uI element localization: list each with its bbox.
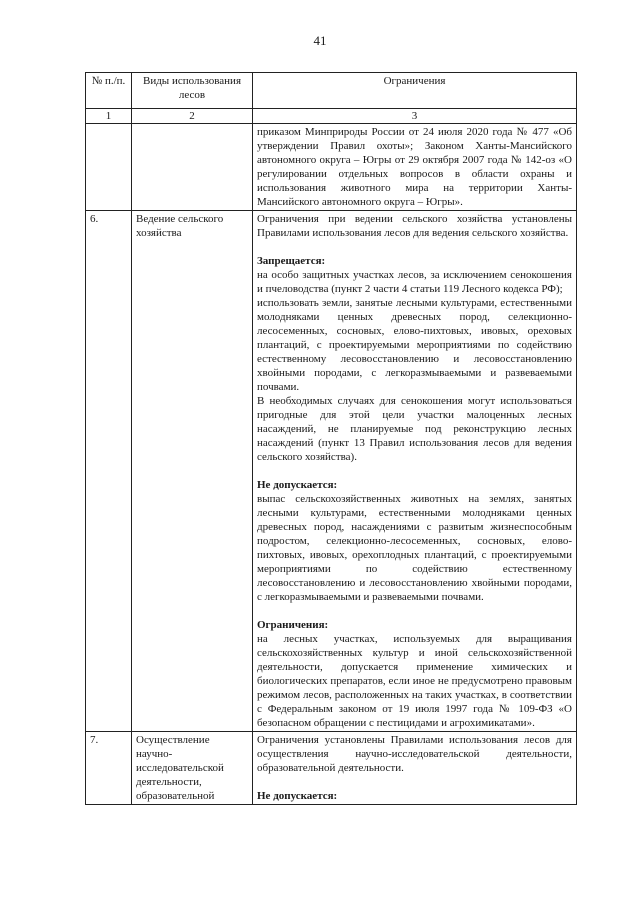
table-row: [86, 211, 577, 732]
restriction-paragraph: использовать земли, занятые лесными культурами, естественными молодняками ценных древесных пород, селекционно-лесосеменных, сосновых, елово-пихтовых, ивовых, ореховых плантаций, с проектируемыми мероприятиями по содействию естественному лесовосстановлению и лесовосстановлению хвойными породами, с легкоразмываемыми и развеваемыми почвами.: [257, 297, 572, 393]
page-number: 41: [313, 33, 327, 48]
column-number: 3: [253, 109, 577, 124]
header-forest-use: Виды использования лесов: [132, 73, 253, 109]
table-header-row: [86, 73, 577, 109]
section-heading: Ограничения:: [257, 619, 329, 631]
restriction-paragraph: на лесных участках, используемых для выращивания сельскохозяйственных культур и иной сельскохозяйственной деятельности, допускается применение химических и биологических препаратов, если иное не предусмотрено правовым режимом лесов, расположенных на таких участках, в соответствии с Федеральным законом от 19 июля 1997 года № 109-ФЗ «О безопасном обращении с пестицидами и агрохимикатами».: [257, 633, 572, 729]
header-restrictions: Ограничения: [253, 73, 577, 109]
header-number: № п./п.: [86, 73, 132, 109]
section-heading: Запрещается:: [257, 255, 326, 267]
continuation-text: приказом Минприроды России от 24 июля 2020 года № 477 «Об утверждении Правил охоты»; Законом Ханты-Мансийского автономного округа – Югры от 29 октября 2007 года № 142-оз «О регулировании отдельных вопросов в области охраны и использования животного мира на территории Ханты-Мансийского автономного округа – Югры».: [253, 124, 577, 211]
column-number: 1: [86, 109, 132, 124]
restrictions-cell: [253, 211, 577, 732]
restrictions-table: [85, 72, 577, 805]
table-row: [86, 732, 577, 805]
table-row: [86, 124, 577, 211]
restriction-paragraph: В необходимых случаях для сенокошения могут использоваться пригодные для этой цели участки малоценных лесных насаждений, не планируемые под реконструкцию лесных насаждений (пункт 13 Правил использования лесов для ведения сельского хозяйства).: [257, 395, 572, 463]
row-number: 6.: [86, 211, 132, 732]
restriction-intro: Ограничения установлены Правилами использования лесов для осуществления научно-исследовательской деятельности, образовательной деятельности.: [257, 734, 572, 774]
column-number: 2: [132, 109, 253, 124]
row-number: 7.: [86, 732, 132, 805]
restriction-paragraph: выпас сельскохозяйственных животных на землях, занятых лесными культурами, естественными молодняками ценных древесных пород, насаждениями с развитым жизнеспособным подростом, селекционно-лесосеменных, сосновых, елово-пихтовых, ивовых, орехоплодных плантаций, с проектируемыми мероприятиями по содействию естественному лесовосстановлению и лесовосстановлению хвойными породами, с легкоразмываемыми и развеваемыми почвами.: [257, 493, 572, 603]
section-heading: Не допускается:: [257, 479, 338, 491]
restrictions-cell: [253, 732, 577, 805]
forest-use-kind: Ведение сельского хозяйства: [132, 211, 253, 732]
restriction-paragraph: на особо защитных участках лесов, за исключением сенокошения и пчеловодства (пункт 2 части 4 статьи 119 Лесного кодекса РФ);: [257, 269, 572, 295]
forest-use-kind: Осуществление научно-исследовательской деятельности, образовательной: [132, 732, 253, 805]
column-numbers-row: [86, 109, 577, 124]
restriction-intro: Ограничения при ведении сельского хозяйства установлены Правилами использования лесов для ведения сельского хозяйства.: [257, 213, 572, 239]
section-heading: Не допускается:: [257, 790, 338, 802]
